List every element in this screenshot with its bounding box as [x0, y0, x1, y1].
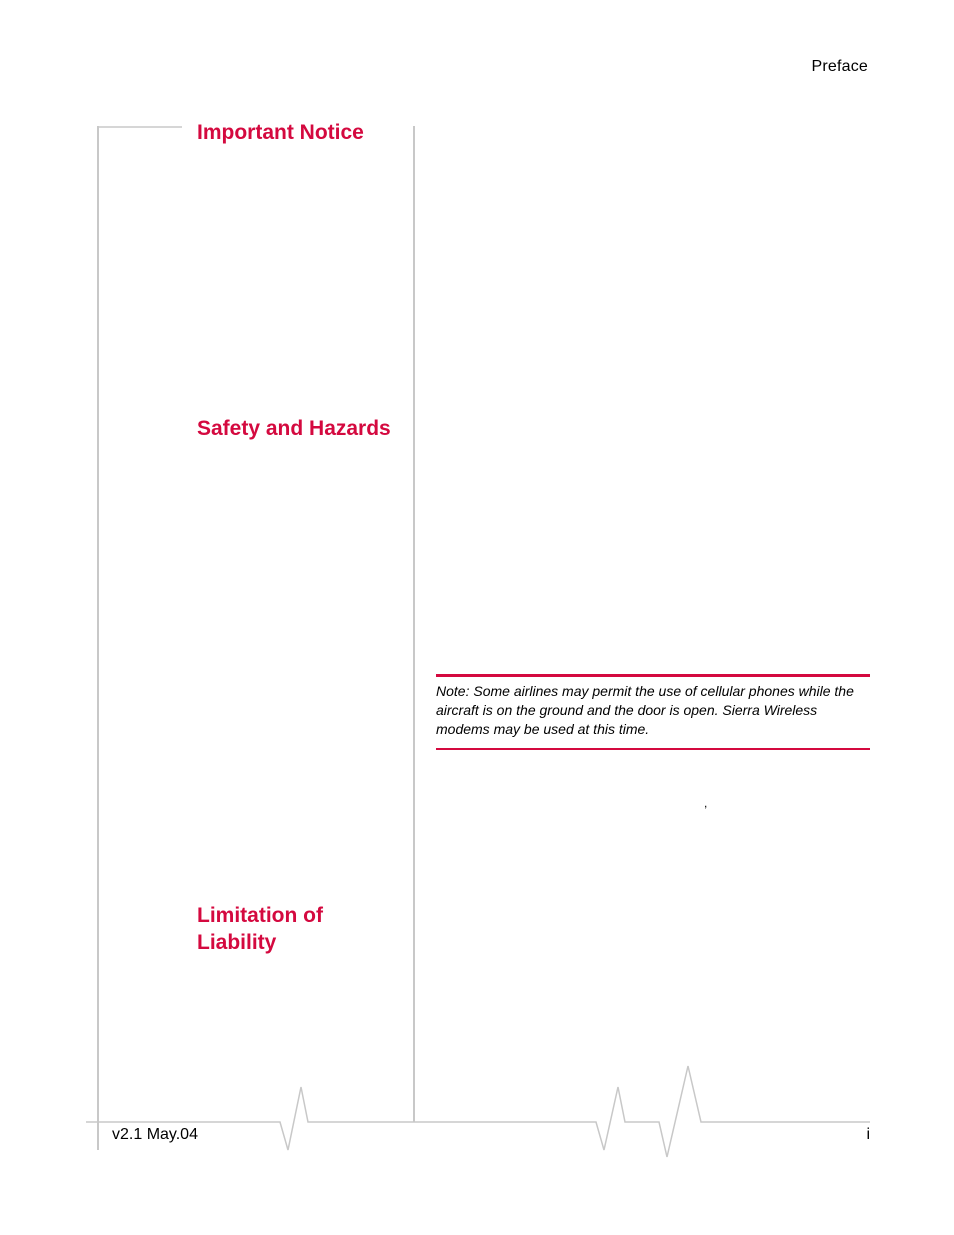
heading-important-notice: Important Notice [197, 121, 364, 144]
running-header: Preface [811, 58, 868, 75]
footer-page-number: i [866, 1126, 870, 1143]
heading-limitation-of-liability: Limitation of Liability [197, 904, 323, 954]
footer-wave-rule [86, 1066, 870, 1157]
stray-mark: , [704, 796, 708, 810]
note-text: Note: Some airlines may permit the use of cellular phones while the aircraft is on the ground and the door is open. Sierra Wireless modems may be used at this time. [436, 683, 854, 737]
heading-safety-and-hazards: Safety and Hazards [197, 417, 391, 440]
footer-version: v2.1 May.04 [112, 1126, 198, 1143]
